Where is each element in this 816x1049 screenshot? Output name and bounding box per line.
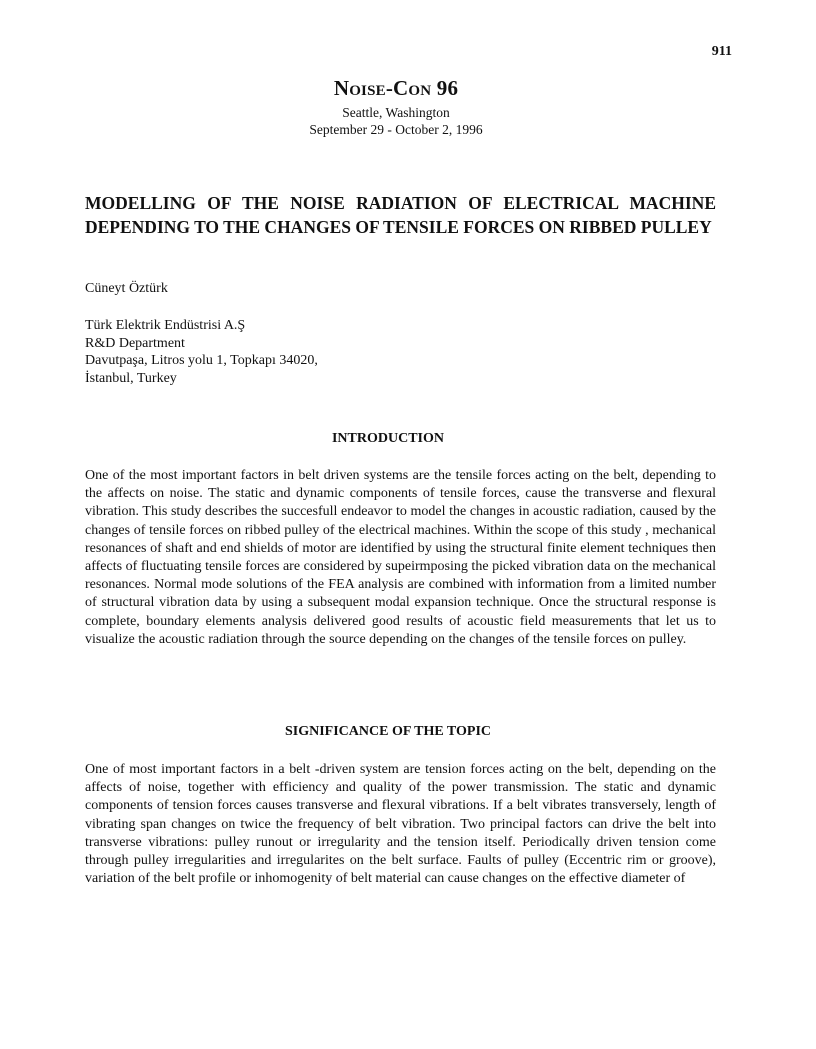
- author-name: Cüneyt Öztürk: [85, 281, 168, 296]
- section-body-significance: One of most important factors in a belt -driven system are tension forces acting on the belt, depending on the affects of noise, together with efficiency and quality of the power transmission. The static and dynamic components of tension forces causes transverse and flexural vibrations. If a belt vibrates transversely, length of vibrating span changes on twice the frequency of belt vibration. Two principal factors can drive the belt into transverse vibrations: pulley runout or irregularity and the tension itself. Periodically driven tension come through pulley irregularities and irregularites on the belt surface. Faults of pulley (Eccentric rim or groove), variation of the belt profile or inhomogenity of belt material can cause changes on the effective diameter of: [85, 762, 716, 887]
- conference-dates: September 29 - October 2, 1996: [309, 122, 483, 137]
- conference-name: Noise-Con 96: [333, 76, 459, 100]
- affiliation-line: Türk Elektrik Endüstrisi A.Ş: [85, 318, 246, 333]
- affiliation-line: Davutpaşa, Litros yolu 1, Topkapı 34020,: [85, 353, 318, 369]
- section-heading-introduction: INTRODUCTION: [331, 431, 444, 446]
- conference-location: Seattle, Washington: [342, 105, 450, 120]
- section-body-introduction: One of the most important factors in belt driven systems are the tensile forces acting on the belt, depending to the affects on noise. The static and dynamic components of tensile forces, cause the transverse and flexural vibration. This study describes the succesfull endeavor to model the changes in acoustic radiation, caused by the changes of tensile forces on ribbed pulley of the electrical machines. Within the scope of this study , mechanical resonances of shaft and end shields of motor are identified by using the structural finite element techniques then affects of fluctuating tensile forces are considered by supeirmposing the picked vibration data on the mechanical resonances. Normal mode solutions of the FEA analysis are combined with information from a limited number of structural vibration data by using a subsequent modal expansion technique. Once the structural response is complete, boundary elements analysis delivered good results of acoustic field measurements that let us to visualize the acoustic radiation through the source depending on the changes of the tensile forces on pulley.: [85, 468, 716, 647]
- affiliation-line: İstanbul, Turkey: [85, 370, 177, 386]
- section-heading-significance: SIGNIFICANCE OF THE TOPIC: [284, 724, 492, 739]
- author-affiliation: [85, 317, 318, 387]
- affiliation-line: R&D Department: [85, 335, 185, 351]
- paper-title: MODELLING OF THE NOISE RADIATION OF ELECTRICAL MACHINE DEPENDING TO THE CHANGES OF TENSILE FORCES ON RIBBED PULLEY: [85, 193, 716, 237]
- page-number: 911: [711, 44, 732, 59]
